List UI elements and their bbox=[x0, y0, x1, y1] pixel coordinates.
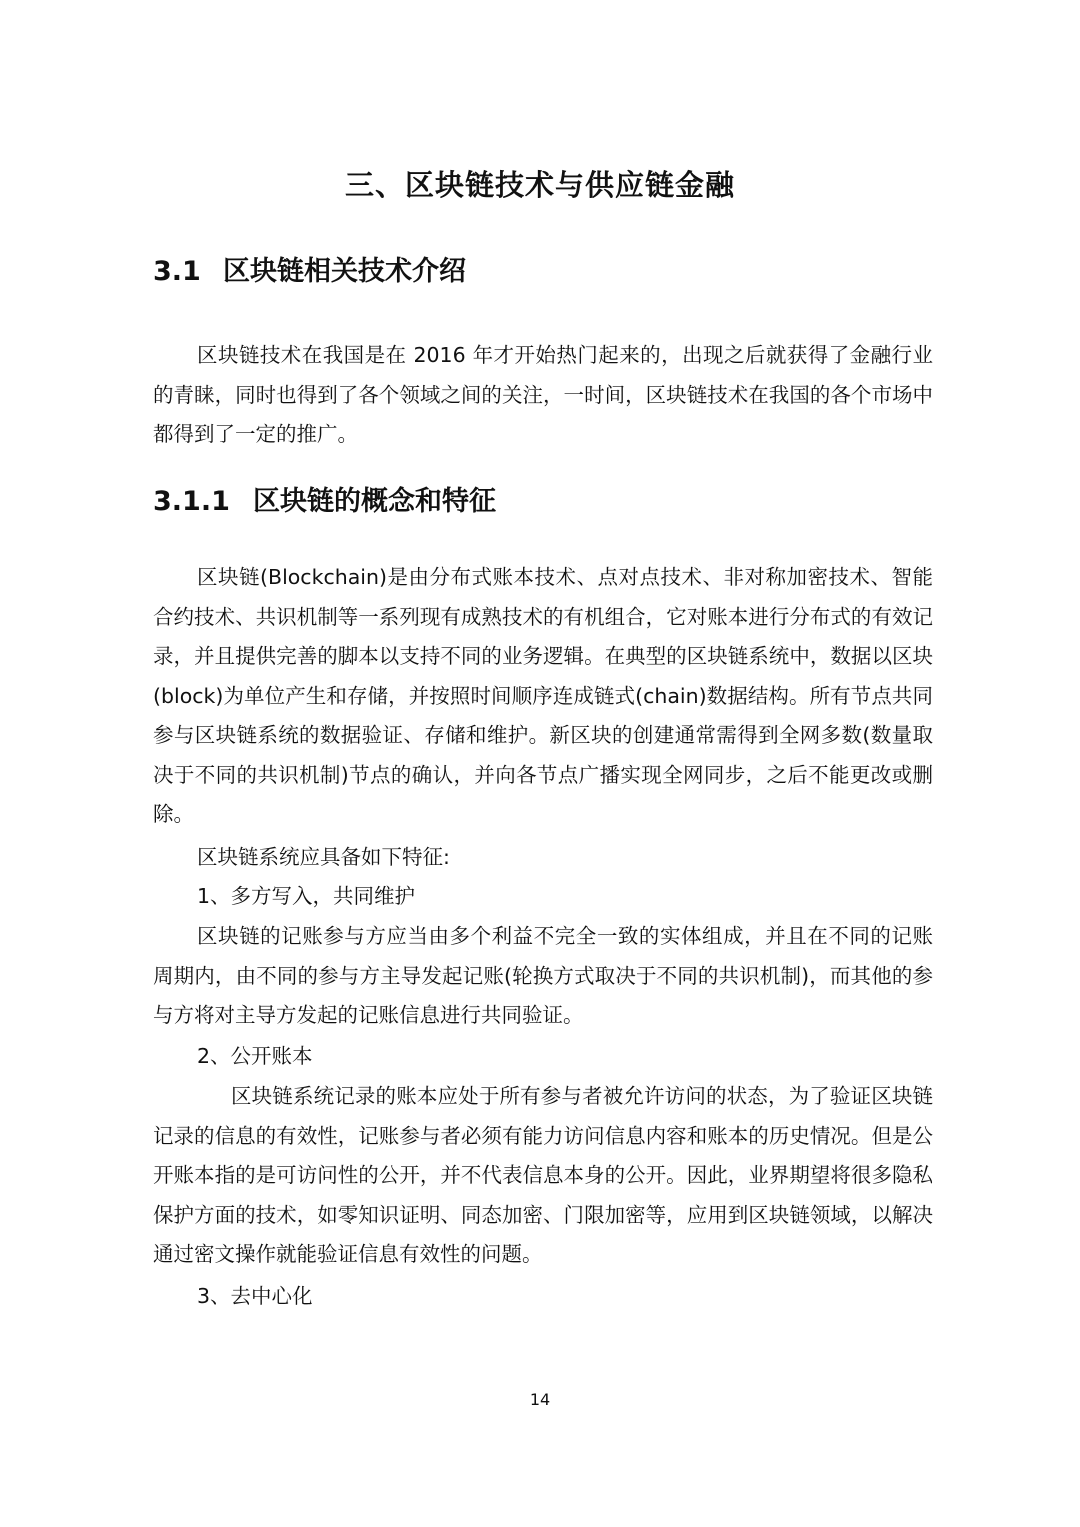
feature-2-label: 2、公开账本 bbox=[197, 1044, 313, 1068]
section-number: 3.1 bbox=[153, 256, 201, 287]
features-intro-line: 区块链系统应具备如下特征: bbox=[197, 845, 450, 869]
feature-2-paragraph: 区块链系统记录的账本应处于所有参与者被允许访问的状态，为了验证区块链记录的信息的有效性，记账参与者必须有能力访问信息内容和账本的历史情况。但是公开账本指的是可访问性的公开，并不代表信息本身的公开。因此，业界期望将很多隐私保护方面的技术，如零知识证明、同态加密、门限加密等，应用到区块链领域，以解决通过密文操作就能验证信息有效性的问题。 bbox=[153, 1084, 933, 1266]
feature-3-label: 3、去中心化 bbox=[197, 1284, 313, 1308]
subsection-number: 3.1.1 bbox=[153, 486, 230, 517]
subsection-title: 区块链的概念和特征 bbox=[253, 486, 496, 517]
chapter-title: 三、区块链技术与供应链金融 bbox=[344, 168, 735, 202]
feature-1-paragraph: 区块链的记账参与方应当由多个利益不完全一致的实体组成，并且在不同的记账周期内，由不同的参与方主导发起记账(轮换方式取决于不同的共识机制)，而其他的参与方将对主导方发起的记账信息进行共同验证。 bbox=[153, 924, 933, 1027]
page-number: 14 bbox=[529, 1390, 551, 1409]
definition-paragraph: 区块链(Blockchain)是由分布式账本技术、点对点技术、非对称加密技术、智能合约技术、共识机制等一系列现有成熟技术的有机组合，它对账本进行分布式的有效记录，并且提供完善的脚本以支持不同的业务逻辑。在典型的区块链系统中，数据以区块 (block)为单位产生和存储，并按照时间顺序连成链式(chain)数据结构。所有节点共同参与区块链系统的数据验证、存储和维护。新区块的创建通常需得到全网多数(数量取决于不同的共识机制)节点的确认，并向各节点广播实现全网同步，之后不能更改或删除。 bbox=[153, 565, 933, 826]
section-heading-3-1-1 bbox=[153, 482, 496, 522]
intro-paragraph: 区块链技术在我国是在 2016 年才开始热门起来的，出现之后就获得了金融行业的青睐，同时也得到了各个领域之间的关注，一时间，区块链技术在我国的各个市场中都得到了一定的推广。 bbox=[153, 343, 933, 446]
section-title: 区块链相关技术介绍 bbox=[223, 256, 466, 287]
section-heading-3-1 bbox=[153, 252, 466, 292]
feature-1-label: 1、多方写入，共同维护 bbox=[197, 884, 416, 908]
